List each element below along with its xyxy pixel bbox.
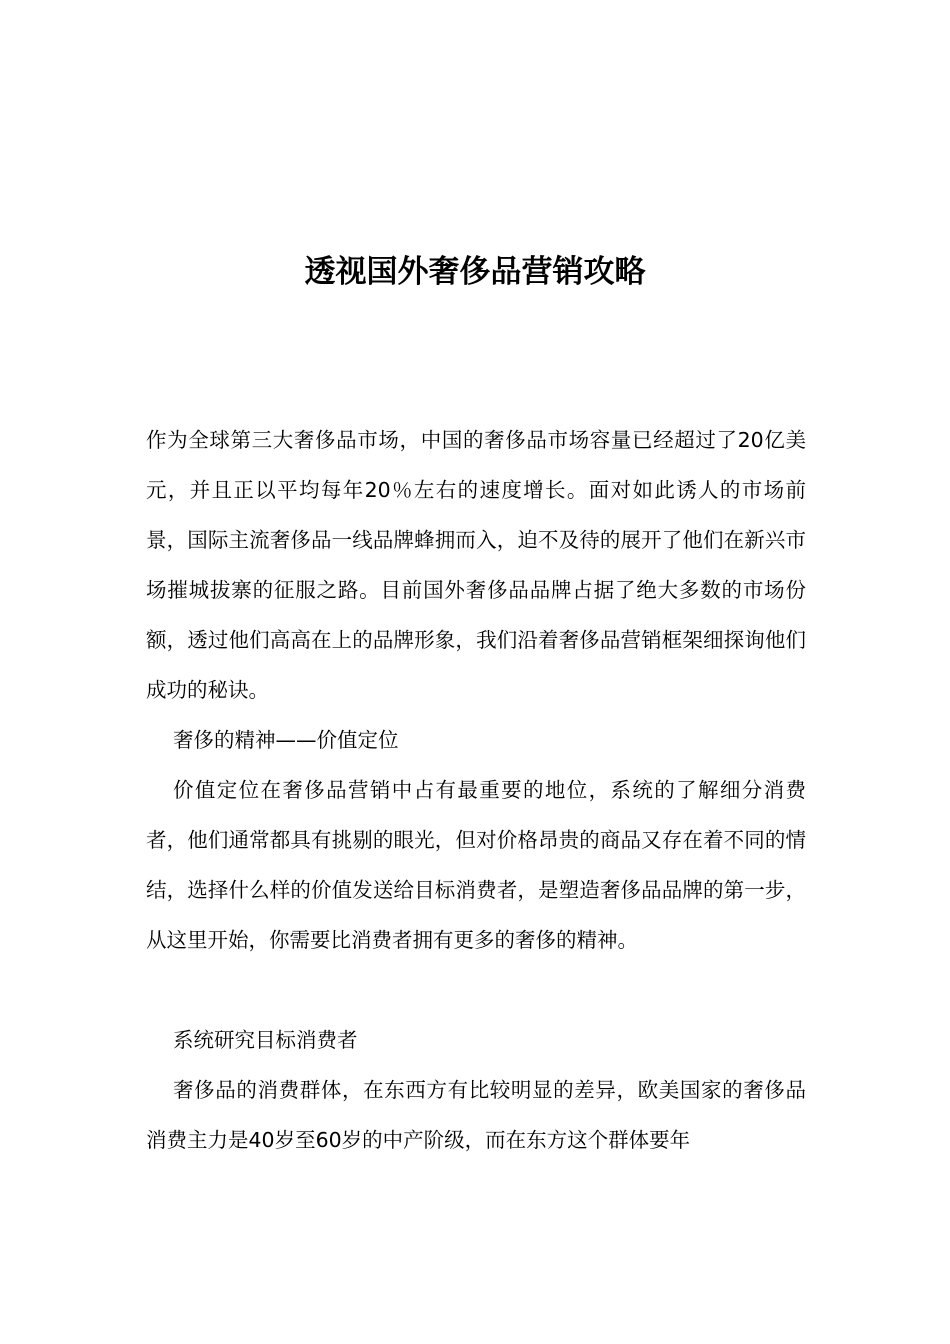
paragraph-value-positioning: 价值定位在奢侈品营销中占有最重要的地位，系统的了解细分消费者，他们通常都具有挑剔的眼光，但对价格昂贵的商品又存在着不同的情结，选择什么样的价值发送给目标消费者，是塑造奢侈品品牌的第一步，从这里开始，你需要比消费者拥有更多的奢侈的精神。	[146, 778, 806, 952]
section-heading-value-positioning: 奢侈的精神——价值定位	[173, 728, 399, 752]
paragraph-target-consumers: 奢侈品的消费群体，在东西方有比较明显的差异，欧美国家的奢侈品消费主力是40岁至60岁的中产阶级，而在东方这个群体要年	[146, 1078, 806, 1152]
paragraph-intro: 作为全球第三大奢侈品市场，中国的奢侈品市场容量已经超过了20亿美元，并且正以平均每年20％左右的速度增长。面对如此诱人的市场前景，国际主流奢侈品一线品牌蜂拥而入，迫不及待的展开了他们在新兴市场摧城拔寨的征服之路。目前国外奢侈品品牌占据了绝大多数的市场份额，透过他们高高在上的品牌形象，我们沿着奢侈品营销框架细探询他们成功的秘诀。	[146, 428, 806, 702]
blank-line	[146, 965, 806, 1015]
document-title: 透视国外奢侈品营销攻略	[304, 254, 646, 290]
document-body	[146, 415, 806, 1165]
section-heading-target-consumers: 系统研究目标消费者	[173, 1028, 358, 1052]
